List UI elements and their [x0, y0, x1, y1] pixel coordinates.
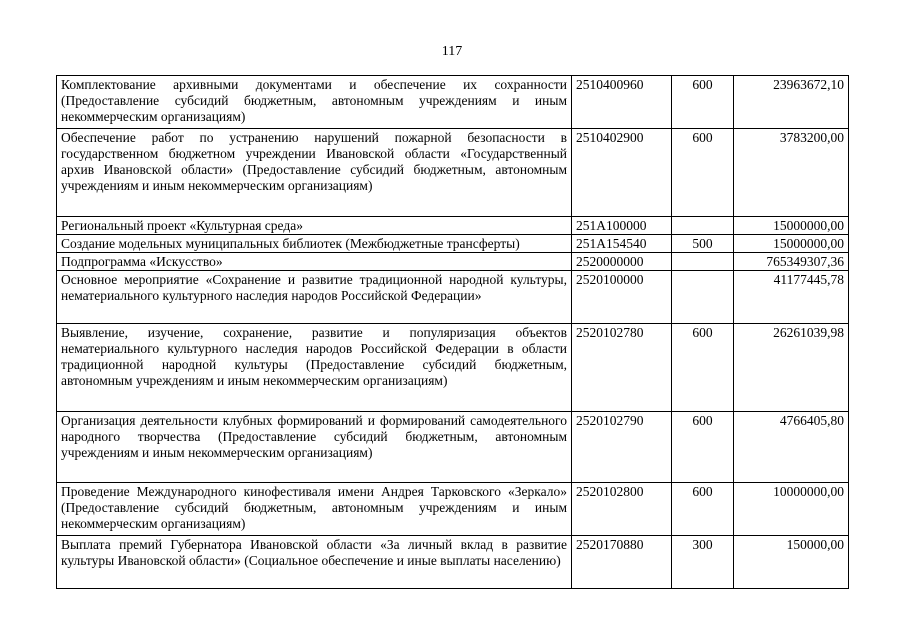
amount-cell: 15000000,00	[734, 217, 849, 235]
target-code-cell: 251A154540	[572, 235, 672, 253]
target-code-cell: 2510402900	[572, 129, 672, 217]
table-row	[57, 536, 849, 589]
expense-type-cell	[672, 271, 734, 324]
table-row	[57, 412, 849, 483]
expense-type-cell	[672, 253, 734, 271]
target-code-cell: 2520170880	[572, 536, 672, 589]
expense-type-cell: 600	[672, 129, 734, 217]
expense-name-cell: Региональный проект «Культурная среда»	[57, 217, 572, 235]
table-row	[57, 76, 849, 129]
expense-type-cell: 600	[672, 412, 734, 483]
amount-cell: 4766405,80	[734, 412, 849, 483]
expense-name-cell: Обеспечение работ по устранению нарушений пожарной безопасности в государственном бюджетном учреждении Ивановской области «Государственный архив Ивановской области» (Предоставление субсидий бюджетным, автономным учреждениям и иным некоммерческим организациям)	[57, 129, 572, 217]
target-code-cell: 2520000000	[572, 253, 672, 271]
expense-name-cell: Создание модельных муниципальных библиотек (Межбюджетные трансферты)	[57, 235, 572, 253]
expense-name-cell: Проведение Международного кинофестиваля имени Андрея Тарковского «Зеркало» (Предоставление субсидий бюджетным, автономным учреждениям и иным некоммерческим организациям)	[57, 483, 572, 536]
expense-name-cell: Основное мероприятие «Сохранение и развитие традиционной народной культуры, нематериального культурного наследия народов Российской Федерации»	[57, 271, 572, 324]
expense-type-cell: 600	[672, 483, 734, 536]
table-row	[57, 217, 849, 235]
page-number: 117	[441, 44, 463, 59]
expense-name-cell: Подпрограмма «Искусство»	[57, 253, 572, 271]
expense-type-cell: 500	[672, 235, 734, 253]
table-row	[57, 271, 849, 324]
amount-cell: 26261039,98	[734, 324, 849, 412]
expense-type-cell	[672, 217, 734, 235]
target-code-cell: 2520100000	[572, 271, 672, 324]
expense-type-cell: 300	[672, 536, 734, 589]
table-row	[57, 235, 849, 253]
target-code-cell: 2520102790	[572, 412, 672, 483]
amount-cell: 10000000,00	[734, 483, 849, 536]
amount-cell: 150000,00	[734, 536, 849, 589]
budget-table	[56, 75, 849, 589]
expense-name-cell: Комплектование архивными документами и обеспечение их сохранности (Предоставление субсидий бюджетным, автономным учреждениям и иным некоммерческим организациям)	[57, 76, 572, 129]
amount-cell: 3783200,00	[734, 129, 849, 217]
target-code-cell: 2520102780	[572, 324, 672, 412]
table-row	[57, 253, 849, 271]
amount-cell: 15000000,00	[734, 235, 849, 253]
amount-cell: 41177445,78	[734, 271, 849, 324]
target-code-cell: 2520102800	[572, 483, 672, 536]
expense-name-cell: Выплата премий Губернатора Ивановской области «За личный вклад в развитие культуры Ивановской области» (Социальное обеспечение и иные выплаты населению)	[57, 536, 572, 589]
amount-cell: 765349307,36	[734, 253, 849, 271]
amount-cell: 23963672,10	[734, 76, 849, 129]
expense-type-cell: 600	[672, 76, 734, 129]
target-code-cell: 251A100000	[572, 217, 672, 235]
table-row	[57, 129, 849, 217]
table-row	[57, 483, 849, 536]
expense-name-cell: Выявление, изучение, сохранение, развитие и популяризация объектов нематериального культурного наследия народов Российской Федерации в области традиционной народной культуры (Предоставление субсидий бюджетным, автономным учреждениям и иным некоммерческим организациям)	[57, 324, 572, 412]
expense-type-cell: 600	[672, 324, 734, 412]
table-row	[57, 324, 849, 412]
target-code-cell: 2510400960	[572, 76, 672, 129]
expense-name-cell: Организация деятельности клубных формирований и формирований самодеятельного народного творчества (Предоставление субсидий бюджетным, автономным учреждениям и иным некоммерческим организациям)	[57, 412, 572, 483]
